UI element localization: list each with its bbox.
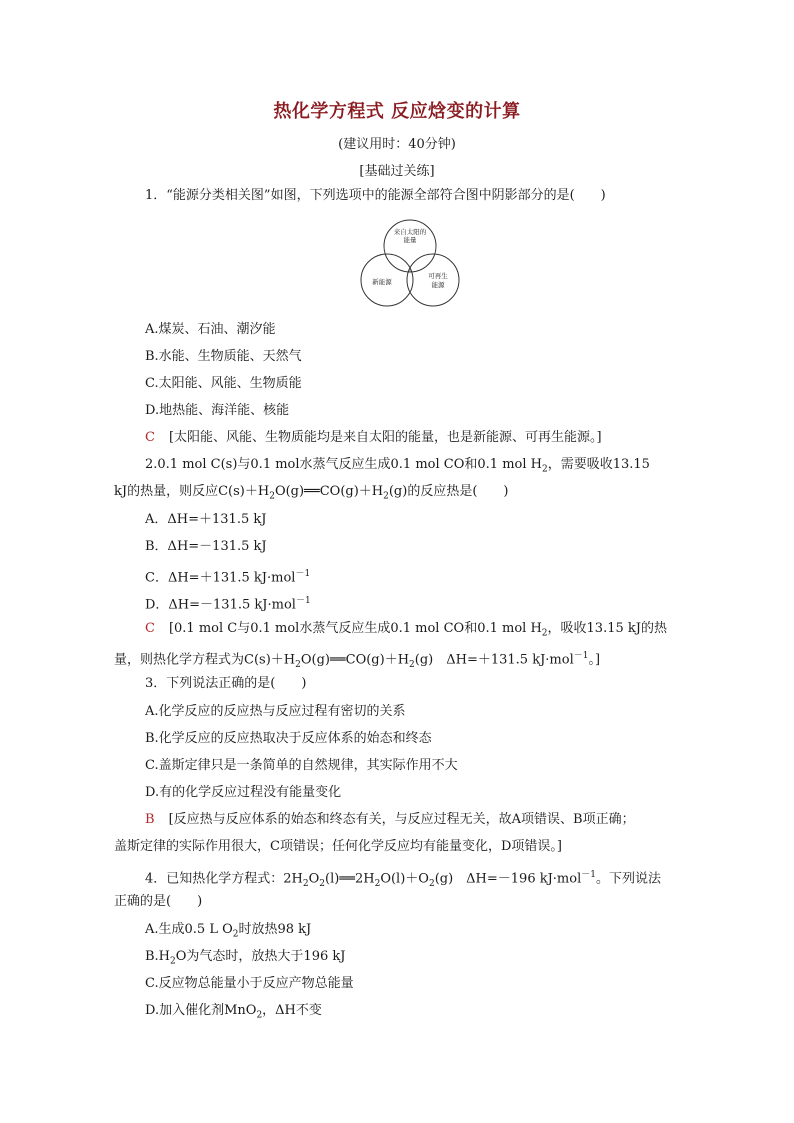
q3-stem: 3．下列说法正确的是( ) xyxy=(145,676,307,691)
q1-explanation: [太阳能、风能、生物质能均是来自太阳的能量，也是新能源、可再生能源。] xyxy=(168,430,602,445)
q1-option-a: A.煤炭、石油、潮汐能 xyxy=(145,322,276,337)
q2-answer-line: C [0.1 mol C与0.1 mol水蒸气反应生成0.1 mol CO和0.1 mol $H_2$，吸收13.15 kJ的热 xyxy=(145,621,667,639)
q2-explanation-line2: 量，则热化学方程式为$C(s)+H_2O(g)══CO(g)+H_2(g)$ ΔH=＋131.5 kJ·mol$^{-1}$。] xyxy=(114,651,601,670)
venn-label-solar-l2: 能量 xyxy=(403,236,417,244)
q4-option-c: C.反应物总能量小于反应产物总能量 xyxy=(145,976,354,991)
energy-venn-diagram xyxy=(358,218,462,310)
q4-option-d: D.加入催化剂MnO$_2$，ΔH不变 xyxy=(145,1003,322,1021)
q2-option-a: A．ΔH=＋131.5 kJ xyxy=(145,512,267,527)
venn-label-renewable-l1: 可再生 xyxy=(428,272,448,280)
q2-stem-line2: kJ的热量，则反应$C(s)+H_2O(g)══CO(g)+H_2(g)$的反应热是( ) xyxy=(114,484,509,502)
venn-label-renewable-l2: 能源 xyxy=(431,281,445,289)
q3-answer-line: B [反应热与反应体系的始态和终态有关，与反应过程无关，故A项错误、B项正确； xyxy=(145,812,635,827)
venn-label-new: 新能源 xyxy=(372,278,392,286)
q2-option-d: D．ΔH=－131.5 kJ·mol$^{-1}$ xyxy=(145,596,311,613)
q2-answer: C xyxy=(145,621,155,636)
q2-option-c: C．ΔH=＋131.5 kJ·mol$^{-1}$ xyxy=(145,569,311,586)
q3-option-a: A.化学反应的反应热与反应过程有密切的关系 xyxy=(145,704,406,719)
q1-option-c: C.太阳能、风能、生物质能 xyxy=(145,376,302,391)
q4-stem-line1: 4．已知热化学方程式：$2H_2O_2(l)══2H_2O(l)+O_2(g)$ ΔH=－196 kJ·mol$^{-1}$。下列说法 xyxy=(145,870,661,889)
q1-stem: 1．“能源分类相关图”如图，下列选项中的能源全部符合图中阴影部分的是( ) xyxy=(145,188,606,203)
q1-answer-line xyxy=(145,429,602,447)
q4-option-a: A.生成0.5 L $O_2$时放热98 kJ xyxy=(145,922,312,940)
q3-option-b: B.化学反应的反应热取决于反应体系的始态和终态 xyxy=(145,731,432,746)
q1-option-b: B.水能、生物质能、天然气 xyxy=(145,349,302,364)
q4-option-b: $B.H_2O$为气态时，放热大于196 kJ xyxy=(145,949,346,967)
q2-stem-line1: 2.0.1 mol C(s)与0.1 mol水蒸气反应生成0.1 mol CO和0.1 mol $H_2$，需要吸收13.15 xyxy=(145,457,650,475)
q2-option-b: B．ΔH=－131.5 kJ xyxy=(145,539,267,554)
venn-label-solar-l1: 来自太阳的 xyxy=(393,228,427,236)
q3-answer: B xyxy=(145,812,155,827)
q3-explanation-line2: 盖斯定律的实际作用很大，C项错误；任何化学反应均有能量变化，D项错误。] xyxy=(114,839,562,854)
q1-option-d: D.地热能、海洋能、核能 xyxy=(145,403,290,418)
q3-option-d: D.有的化学反应过程没有能量变化 xyxy=(145,785,342,800)
page-title: 热化学方程式 反应焓变的计算 xyxy=(273,101,521,122)
q1-answer: C xyxy=(145,430,155,445)
q4-stem-line2: 正确的是( ) xyxy=(114,894,203,909)
section-heading: [基础过关练] xyxy=(359,164,435,179)
venn-circle-renewable xyxy=(407,254,459,306)
q3-option-c: C.盖斯定律只是一条简单的自然规律，其实际作用不大 xyxy=(145,758,458,773)
suggested-time: (建议用时：40分钟) xyxy=(338,137,456,152)
